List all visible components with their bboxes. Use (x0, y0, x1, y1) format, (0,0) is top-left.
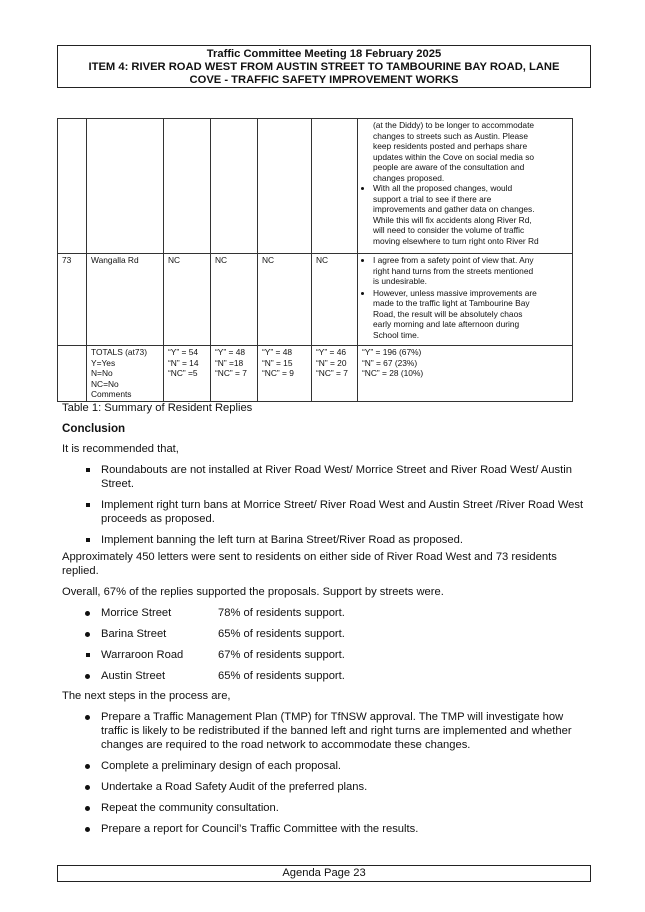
square-bullet-icon (86, 538, 90, 542)
list-item: Prepare a report for Council’s Traffic Committee with the results. (85, 822, 585, 836)
round-bullet-icon (85, 806, 90, 811)
row-number: 73 (58, 254, 87, 346)
round-bullet-icon (85, 715, 90, 720)
list-item: Implement banning the left turn at Barina Street/River Road as proposed. (85, 533, 585, 547)
round-bullet-icon (85, 674, 90, 679)
round-bullet-icon (85, 611, 90, 616)
list-item: Repeat the community consultation. (85, 801, 585, 815)
round-bullet-icon (85, 827, 90, 832)
totals-cell: “Y” = 46 “N” = 20 “NC” = 7 (312, 346, 358, 402)
list-item: Prepare a Traffic Management Plan (TMP) for TfNSW approval. The TMP will investigate how traffic is likely to be redistributed if the banned left and right turns are implemented and whether changes are required to the road network to accommodate these changes. (85, 710, 585, 752)
totals-cell: “Y” = 54 “N” = 14 “NC” =5 (164, 346, 211, 402)
overall-paragraph: Overall, 67% of the replies supported the proposals. Support by streets were. (62, 586, 444, 598)
square-bullet-icon (86, 503, 90, 507)
round-bullet-icon (85, 785, 90, 790)
response-cell: NC (258, 254, 312, 346)
resident-replies-table (57, 118, 573, 402)
response-cell: NC (164, 254, 211, 346)
comment-bullet: • I agree from a safety point of view that. Any right hand turns from the streets mentioned is undesirable. (373, 255, 568, 287)
comment-continuation: (at the Diddy) to be longer to accommodate changes to streets such as Austin. Please keep residents posted and perhaps share updates within the Cove on social media so people are aware of the consultation and changes proposed. (373, 120, 535, 183)
square-bullet-icon (86, 653, 90, 657)
totals-row (58, 346, 573, 402)
round-bullet-icon (85, 632, 90, 637)
list-item: Undertake a Road Safety Audit of the preferred plans. (85, 780, 585, 794)
recommendations-list (85, 463, 585, 554)
street-name: Wangalla Rd (87, 254, 164, 346)
table-row (58, 119, 573, 254)
street-support-list (85, 606, 345, 690)
table-caption: Table 1: Summary of Resident Replies (62, 402, 253, 414)
comments-cell (358, 254, 573, 346)
item-title-line1: ITEM 4: RIVER ROAD WEST FROM AUSTIN STREET TO TAMBOURINE BAY ROAD, LANE (88, 61, 560, 73)
square-bullet-icon (86, 468, 90, 472)
list-item: Warraroon Road 67% of residents support. (85, 648, 345, 669)
round-bullet-icon (85, 764, 90, 769)
comment-bullet: • However, unless massive improvements are made to the traffic light at Tambourine Bay Road, the result will be absolutely chaos early morning and late afternoon during School time. (373, 288, 568, 341)
conclusion-heading: Conclusion (62, 422, 126, 435)
list-item: Implement right turn bans at Morrice Street/ River Road West and Austin Street /River Road West proceeds as proposed. (85, 498, 585, 526)
recommended-intro: It is recommended that, (62, 443, 179, 455)
list-item: Roundabouts are not installed at River Road West/ Morrice Street and River Road West/ Austin Street. (85, 463, 585, 491)
list-item: Barina Street 65% of residents support. (85, 627, 345, 648)
list-item: Austin Street 65% of residents support. (85, 669, 345, 690)
comments-cell (358, 119, 573, 254)
letters-paragraph: Approximately 450 letters were sent to residents on either side of River Road West and 73 residents replied. (62, 551, 557, 577)
meeting-title: Traffic Committee Meeting 18 February 2025 (206, 48, 442, 60)
page-header (57, 45, 591, 88)
totals-cell: “Y” = 48 “N” = 15 “NC” = 9 (258, 346, 312, 402)
list-item: Complete a preliminary design of each proposal. (85, 759, 585, 773)
page-footer: Agenda Page 23 (57, 865, 591, 882)
table-row (58, 254, 573, 346)
totals-summary: “Y” = 196 (67%) “N” = 67 (23%) “NC” = 28 (10%) (358, 346, 573, 402)
response-cell: NC (211, 254, 258, 346)
comment-bullet: • With all the proposed changes, would support a trial to see if there are improvements and gather data on changes. While this will fix accidents along River Rd, will need to consider the volume of traffic moving elsewhere to turn right onto River Rd (373, 183, 568, 246)
list-item: Morrice Street 78% of residents support. (85, 606, 345, 627)
item-title-line2: COVE - TRAFFIC SAFETY IMPROVEMENT WORKS (189, 74, 459, 86)
response-cell: NC (312, 254, 358, 346)
totals-cell: “Y” = 48 “N” =18 “NC” = 7 (211, 346, 258, 402)
totals-label: TOTALS (at73) Y=Yes N=No NC=No Comments (87, 346, 164, 402)
next-steps-intro: The next steps in the process are, (62, 690, 231, 702)
next-steps-list (85, 710, 585, 843)
